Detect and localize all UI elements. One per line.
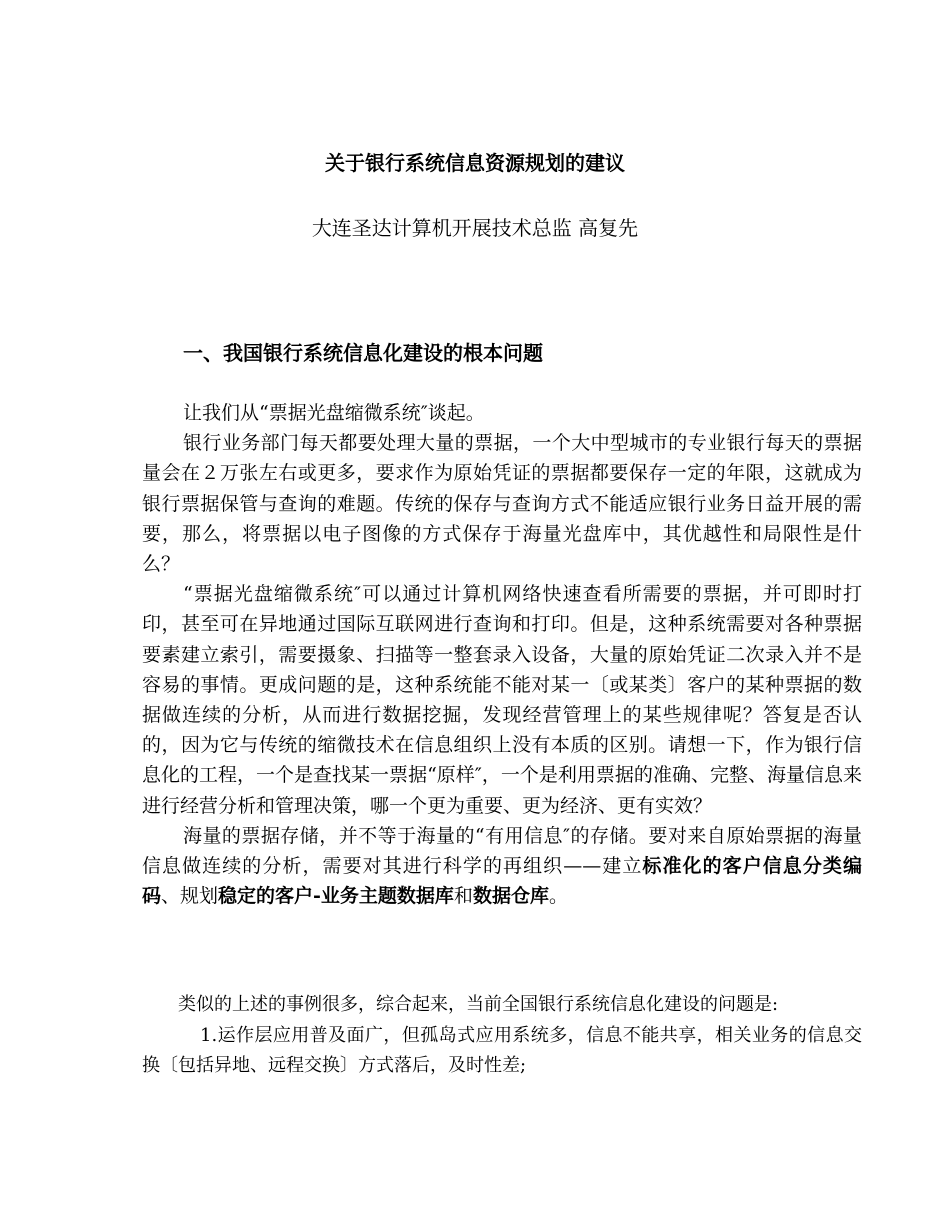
problem-list [142, 990, 862, 1082]
paragraph-summary: 类似的上述的事例很多，综合起来，当前全国银行系统信息化建设的问题是: [178, 994, 779, 1015]
document-title: 关于银行系统信息资源规划的建议 [325, 151, 625, 175]
document-author: 大连圣达计算机开展技术总监 高复先 [311, 216, 639, 240]
paragraph-storage [142, 821, 862, 912]
paragraph-storage-bold-2: 稳定的客户-业务主题数据库 [218, 885, 454, 908]
paragraph-bills: 银行业务部门每天都要处理大量的票据，一个大中型城市的专业银行每天的票据量会在２万张左右或更多，要求作为原始凭证的票据都要保存一定的年限，这就成为银行票据保管与查询的难题。传统的保存与查询方式不能适应银行业务日益开展的需要，那么，将票据以电子图像的方式保存于海量光盘库中，其优越性和局限性是什么？ [142, 432, 862, 576]
paragraph-storage-text-4: 。 [548, 885, 568, 908]
list-item-1: 1.运作层应用普及面广，但孤岛式应用系统多，信息不能共享，相关业务的信息交换〔包括异地、远程交换〕方式落后，及时性差; [142, 1024, 862, 1076]
section-heading: 一、我国银行系统信息化建设的根本问题 [183, 341, 543, 365]
body-text [142, 398, 862, 911]
paragraph-storage-bold-1: 标准化的客户信息分类编码 [142, 855, 862, 908]
paragraph-system: “票据光盘缩微系统″可以通过计算机网络快速查看所需要的票据，并可即时打印，甚至可在异地通过国际互联网进行查询和打印。但是，这种系统需要对各种票据要素建立索引，需要摄象、扫描等一整套录入设备，大量的原始凭证二次录入并不是容易的事情。更成问题的是，这种系统能不能对某一〔或某类〕客户的某种票据的数据做连续的分析，从而进行数据挖掘，发现经营管理上的某些规律呢？答复是否认的，因为它与传统的缩微技术在信息组织上没有本质的区别。请想一下，作为银行信息化的工程，一个是查找某一票据“原样″，一个是利用票据的准确、完整、海量信息来进行经营分析和管理决策，哪一个更为重要、更为经济、更有实效？ [142, 583, 862, 817]
paragraph-storage-text-2: 、规划 [161, 885, 219, 908]
paragraph-intro: 让我们从“票据光盘缩微系统″谈起。 [183, 402, 485, 424]
paragraph-storage-text-3: 和 [453, 885, 473, 908]
paragraph-storage-text-1: 海量的票据存储，并不等于海量的“有用信息″的存储。要对来自原始票据的海量信息做连续的分析，需要对其进行科学的再组织——建立 [142, 824, 862, 878]
paragraph-storage-bold-3: 数据仓库 [472, 885, 549, 908]
